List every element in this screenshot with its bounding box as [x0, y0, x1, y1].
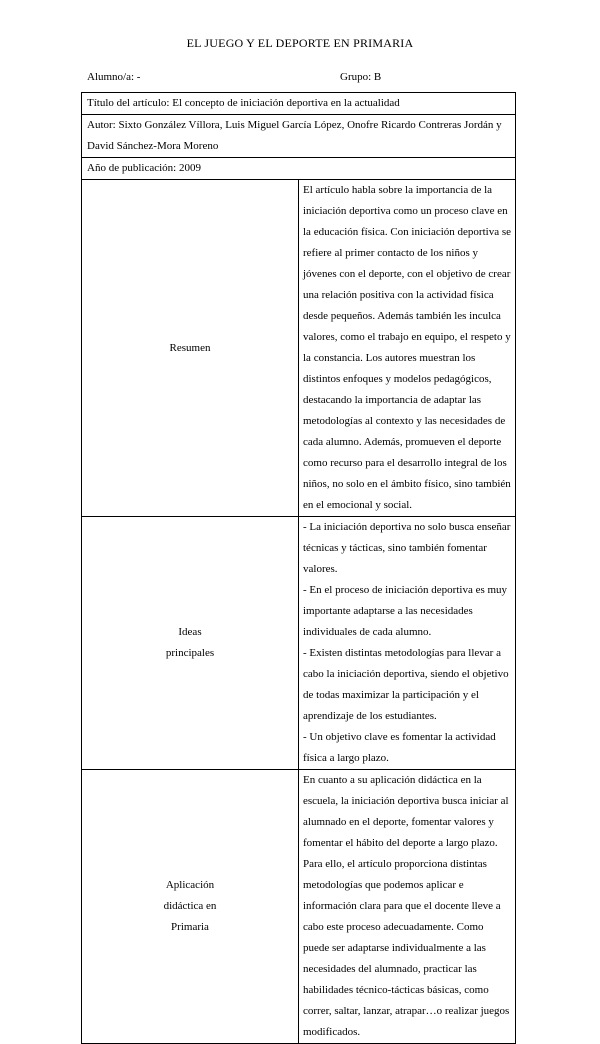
idea-item: - Existen distintas metodologías para llevar a cabo la iniciación deportiva, siendo el objetivo de todas maximizar la participación y el aprendizaje de los estudiantes.: [303, 647, 509, 722]
ideas-content: [299, 517, 516, 770]
aplicacion-label-line1: Aplicación: [165, 879, 215, 891]
ideas-label-line1: Ideas: [178, 626, 202, 638]
ideas-row: [82, 517, 516, 770]
idea-item: - Un objetivo clave es fomentar la actividad física a largo plazo.: [303, 731, 496, 764]
aplicacion-row: [82, 770, 516, 1044]
idea-item: - En el proceso de iniciación deportiva es muy importante adaptarse a las necesidades individuales de cada alumno.: [303, 584, 508, 638]
year-row: [82, 158, 516, 180]
article-title-cell: Título del artículo: El concepto de iniciación deportiva en la actualidad: [82, 93, 516, 115]
aplicacion-label-line3: Primaria: [171, 921, 209, 933]
document-title: EL JUEGO Y EL DEPORTE EN PRIMARIA: [186, 36, 414, 50]
authors-cell: Autor: Sixto González Víllora, Luis Miguel García López, Onofre Ricardo Contreras Jordán y David Sánchez-Mora Moreno: [82, 115, 516, 158]
year-cell: Año de publicación: 2009: [82, 158, 516, 180]
article-table: [81, 92, 516, 1044]
aplicacion-content: En cuanto a su aplicación didáctica en la escuela, la iniciación deportiva busca iniciar al alumnado en el deporte, fomentar valores y fomentar el hábito del deporte a largo plazo. Para ello, el artículo proporciona distintas metodologías que podemos aplicar e información clara para que el docente lleve a cabo este proceso adecuadamente. Como puede ser adaptarse individualmente a las necesidades del alumnado, practicar las habilidades técnico-tácticas básicas, como correr, saltar, lanzar, atrapar…o realizar juegos modificados.: [299, 770, 516, 1044]
ideas-label: [82, 517, 299, 770]
student-label: Alumno/a: -: [87, 71, 141, 83]
resumen-label: [82, 180, 299, 517]
authors-row: [82, 115, 516, 158]
ideas-label-line2: principales: [165, 647, 215, 659]
group-label: Grupo: B: [340, 71, 382, 83]
idea-item: - La iniciación deportiva no solo busca enseñar técnicas y tácticas, sino también fomentar valores.: [303, 521, 511, 575]
resumen-content: El artículo habla sobre la importancia de la iniciación deportiva como un proceso clave en la educación física. Con iniciación deportiva se refiere al primer contacto de los niños y jóvenes con el deporte, con el objetivo de crear una relación positiva con la actividad física desde pequeños. Además también les inculca valores, como el trabajo en equipo, el respeto y la constancia. Los autores muestran los distintos enfoques y modelos pedagógicos, destacando la importancia de adaptar las metodologías al contexto y las necesidades de cada alumno. Además, promueven el deporte como recurso para el desarrollo integral de los niños, no solo en el ámbito físico, sino también en el emocional y social.: [299, 180, 516, 517]
aplicacion-label: [82, 770, 299, 1044]
aplicacion-label-line2: didáctica en: [163, 900, 217, 912]
resumen-label-text: Resumen: [169, 341, 211, 354]
resumen-row: [82, 180, 516, 517]
article-title-row: [82, 93, 516, 115]
